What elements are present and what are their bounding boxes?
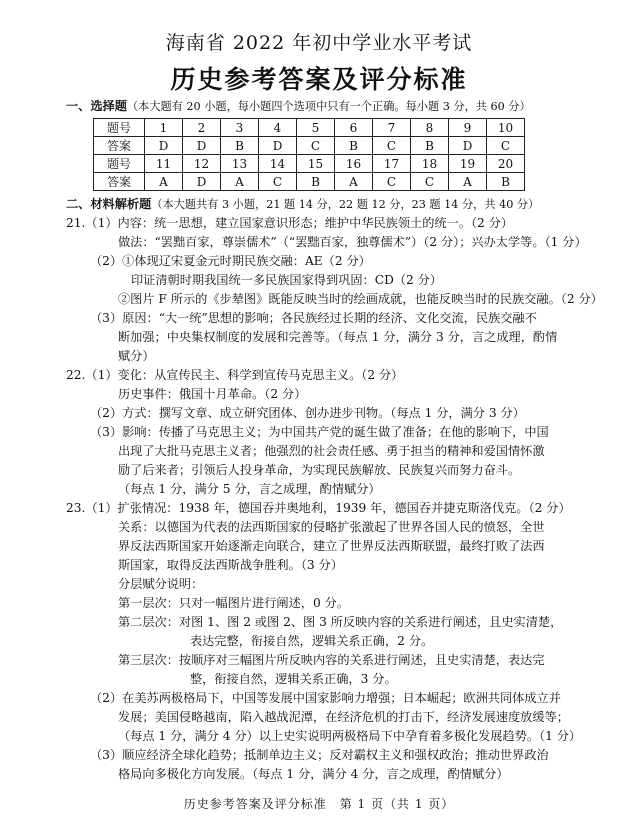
table-cell: 5 — [297, 119, 335, 137]
table-cell: C — [373, 173, 411, 191]
table-cell: 4 — [259, 119, 297, 137]
table-cell: 11 — [145, 155, 183, 173]
table-cell: C — [411, 173, 449, 191]
table-cell: 12 — [183, 155, 221, 173]
page-footer: 历史参考答案及评分标准 第 1 页（共 1 页） — [183, 797, 455, 811]
table-cell: 17 — [373, 155, 411, 173]
answer-line: （3）顺应经济全球化趋势；抵制单边主义；反对霸权主义和强权政治；推动世界政治 — [90, 748, 549, 762]
table-cell: D — [259, 137, 297, 155]
table-cell: D — [449, 137, 487, 155]
answer-line: 励了后来者；引领后人投身革命，为实现民族解放、民族复兴而努力奋斗。 — [118, 463, 521, 477]
answer-line: （每点 1 分，满分 5 分，言之成理，酌情赋分） — [118, 482, 381, 496]
table-cell: 8 — [411, 119, 449, 137]
table-cell: C — [259, 173, 297, 191]
table-cell: A — [335, 173, 373, 191]
answer-line: 关系：以德国为代表的法西斯国家的侵略扩张激起了世界各国人民的愤怒，全世 — [118, 520, 545, 534]
table-row-header: 答案 — [94, 137, 145, 155]
table-cell: C — [373, 137, 411, 155]
section-1-heading: 一、选择题 — [66, 99, 127, 113]
table-cell: 19 — [449, 155, 487, 173]
answer-line: 赋分） — [118, 349, 155, 363]
answer-line: 第一层次：只对一幅图片进行阐述，0 分。 — [118, 596, 350, 610]
table-cell: C — [297, 137, 335, 155]
table-cell: 1 — [145, 119, 183, 137]
table-cell: B — [487, 173, 525, 191]
answer-line: ②图片 F 所示的《步辇图》既能反映当时的绘画成就，也能反映当时的民族交融。（2 分） — [118, 292, 603, 306]
answer-line: （2）①体现辽宋夏金元时期民族交融：AE（2 分） — [90, 254, 371, 268]
answer-line: 格局向多极化方向发展。（每点 1 分，满分 4 分，言之成理，酌情赋分） — [118, 767, 509, 781]
answer-table — [93, 118, 525, 191]
table-cell: B — [411, 137, 449, 155]
answer-line: 出现了大批马克思主义者；他强烈的社会责任感、勇于担当的精神和爱国情怀激 — [118, 444, 545, 458]
section-2-heading: 二、材料解析题 — [66, 197, 152, 211]
answer-line: 22.（1）变化：从宣传民主、科学到宣传马克思主义。（2 分） — [66, 368, 404, 382]
answer-line: 分层赋分说明： — [118, 577, 204, 591]
table-cell: A — [145, 173, 183, 191]
answer-line: 整，衔接自然，逻辑关系正确，3 分。 — [190, 672, 397, 686]
answer-line: （每点 1 分，满分 4 分）以上史实说明两极格局下中孕育着多极化发展趋势。（1 分） — [118, 729, 582, 743]
exam-title: 海南省 2022 年初中学业水平考试 — [165, 32, 473, 54]
table-cell: 2 — [183, 119, 221, 137]
section-1-note: （本大题有 20 小题，每小题四个选项中只有一个正确。每小题 3 分，共 60 分） — [126, 100, 531, 113]
table-cell: A — [449, 173, 487, 191]
table-row — [94, 173, 525, 191]
answer-line: 表达完整，衔接自然，逻辑关系正确，2 分。 — [190, 634, 434, 648]
table-cell: 13 — [221, 155, 259, 173]
table-cell: 15 — [297, 155, 335, 173]
table-row — [94, 119, 525, 137]
table-cell: 10 — [487, 119, 525, 137]
answer-line: 23.（1）扩张情况：1938 年，德国吞并奥地利，1939 年，德国吞并捷克斯洛伐克。（2 分） — [66, 501, 571, 515]
answer-line: （3）影响：传播了马克思主义；为中国共产党的诞生做了准备；在他的影响下，中国 — [90, 425, 549, 439]
table-row-header: 答案 — [94, 173, 145, 191]
answer-line: 历史事件：俄国十月革命。（2 分） — [118, 387, 307, 401]
table-cell: 18 — [411, 155, 449, 173]
table-cell: 16 — [335, 155, 373, 173]
answer-line: 印证清朝时期我国统一多民族国家得到巩固：CD（2 分） — [131, 273, 443, 287]
answer-line: 第三层次：按顺序对三幅图片所反映内容的关系进行阐述，且史实清楚，表达完 — [118, 653, 545, 667]
table-cell: C — [487, 137, 525, 155]
answer-line: 斯国家，取得反法西斯战争胜利。（3 分） — [118, 558, 343, 572]
table-cell: D — [183, 137, 221, 155]
table-cell: 14 — [259, 155, 297, 173]
answer-line: 界反法西斯国家开始逐渐走向联合，建立了世界反法西斯联盟，最终打败了法西 — [118, 539, 545, 553]
document-subtitle: 历史参考答案及评分标准 — [170, 65, 468, 94]
answer-line: 做法：“罢黜百家，尊崇儒术”（“罢黜百家，独尊儒术”）（2 分）；兴办太学等。（1 分） — [118, 235, 587, 249]
answer-line: （2）在美苏两极格局下，中国等发展中国家影响力增强；日本崛起；欧洲共同体成立并 — [90, 691, 561, 705]
table-cell: D — [183, 173, 221, 191]
table-row-header: 题号 — [94, 119, 145, 137]
section-2-note: （本大题共有 3 小题，21 题 14 分，22 题 12 分，23 题 14 分，共 40 分） — [151, 198, 540, 211]
section-2-heading-line — [66, 195, 539, 214]
answer-line: 第二层次：对图 1、图 2 或图 2、图 3 所反映内容的关系进行阐述，且史实清楚， — [118, 615, 563, 629]
section-1-heading-line — [66, 97, 531, 116]
table-cell: 6 — [335, 119, 373, 137]
table-cell: B — [297, 173, 335, 191]
table-cell: 7 — [373, 119, 411, 137]
answer-line: 21.（1）内容：统一思想，建立国家意识形态；维护中华民族领土的统一。（2 分） — [66, 216, 514, 230]
table-cell: B — [335, 137, 373, 155]
table-cell: D — [145, 137, 183, 155]
answer-line: （3）原因：“大一统”思想的影响；各民族经过长期的经济、文化交流，民族交融不 — [90, 311, 537, 325]
answer-line: 断加强；中央集权制度的发展和完善等。（每点 1 分，满分 3 分，言之成理，酌情 — [118, 330, 558, 344]
table-cell: A — [221, 173, 259, 191]
table-cell: B — [221, 137, 259, 155]
answer-line: （2）方式：撰写文章、成立研究团体、创办进步刊物。（每点 1 分，满分 3 分） — [90, 406, 525, 420]
table-cell: 20 — [487, 155, 525, 173]
table-cell: 9 — [449, 119, 487, 137]
table-row — [94, 155, 525, 173]
table-cell: 3 — [221, 119, 259, 137]
answer-line: 发展；美国侵略越南，陷入越战泥潭，在经济危机的打击下，经济发展速度放缓等； — [118, 710, 569, 724]
table-row-header: 题号 — [94, 155, 145, 173]
table-row — [94, 137, 525, 155]
